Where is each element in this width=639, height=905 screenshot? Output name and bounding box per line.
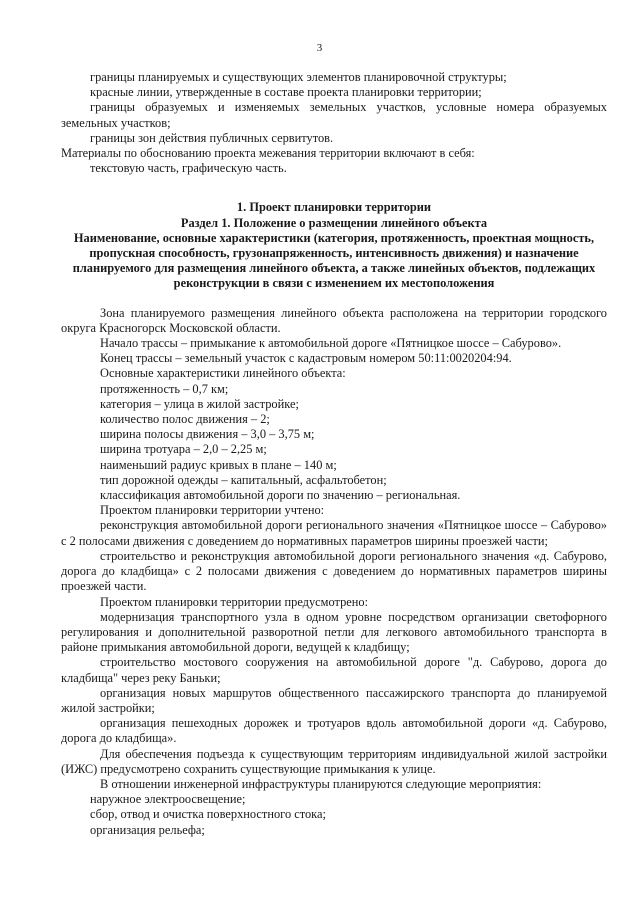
- section-title: Раздел 1. Положение о размещении линейного объекта: [180, 215, 488, 230]
- list-item: количество полос движения – 2;: [100, 412, 270, 427]
- intro-paragraph: Материалы по обоснованию проекта межевания территории включают в себя:: [61, 146, 475, 161]
- body-paragraph: Конец трассы – земельный участок с кадастровым номером 50:11:0020204:94.: [100, 351, 512, 366]
- list-item: организация рельефа;: [90, 822, 205, 837]
- section-headings: [61, 200, 607, 291]
- body-paragraph: Начало трассы – примыкание к автомобильной дороге «Пятницкое шоссе – Сабурово».: [100, 336, 562, 351]
- body-paragraph: В отношении инженерной инфраструктуры планируются следующие мероприятия:: [100, 776, 542, 791]
- list-item: наружное электроосвещение;: [90, 792, 246, 807]
- list-item: сбор, отвод и очистка поверхностного стока;: [90, 807, 326, 822]
- intro-paragraph: границы образуемых и изменяемых земельных участков, условные номера образуемых земельных участков;: [61, 100, 607, 130]
- body-paragraph: Основные характеристики линейного объекта:: [100, 366, 346, 381]
- intro-section: [61, 70, 607, 176]
- list-item: ширина полосы движения – 3,0 – 3,75 м;: [100, 427, 315, 442]
- body-paragraph: строительство и реконструкция автомобильной дороги регионального значения «д. Сабурово, дорога до кладбища» с 2 полосами движения с доведением до нормативных параметров ширины проезжей части.: [61, 548, 607, 594]
- body-paragraph: реконструкция автомобильной дороги регионального значения «Пятницкое шоссе – Сабурово» с 2 полосами движения с доведением до нормативных параметров ширины проезжей части;: [61, 518, 607, 548]
- body-paragraph: строительство мостового сооружения на автомобильной дороге "д. Сабурово, дорога до кладбища" через реку Баньки;: [61, 655, 607, 685]
- chapter-title: 1. Проект планировки территории: [236, 200, 432, 215]
- subsection-title: Наименование, основные характеристики (категория, протяженность, проектная мощность, пропускная способность, грузонапряженность, интенсивность движения) и назначение планируемого для размещения линейного объекта, а также линейных объектов, подлежащих реконструкции в связи с изменением их местоположения: [72, 230, 596, 291]
- body-paragraph: Проектом планировки территории предусмотрено:: [100, 594, 369, 609]
- body-paragraph: организация пешеходных дорожек и тротуаров вдоль автомобильной дороги «д. Сабурово, дорога до кладбища».: [61, 716, 607, 746]
- body-paragraph: Зона планируемого размещения линейного объекта расположена на территории городского округа Красногорск Московской области.: [61, 305, 607, 335]
- list-item: ширина тротуара – 2,0 – 2,25 м;: [100, 442, 267, 457]
- body-paragraph: модернизация транспортного узла в одном уровне посредством организации светофорного регулирования и дополнительной разворотной петли для легкового автомобильного транспорта в районе примыкания автомобильной дороги, ведущей к кладбищу;: [61, 609, 607, 655]
- body-paragraph: Проектом планировки территории учтено:: [100, 503, 325, 518]
- intro-paragraph: границы планируемых и существующих элементов планировочной структуры;: [90, 70, 507, 84]
- list-item: наименьший радиус кривых в плане – 140 м;: [100, 457, 337, 472]
- list-item: категория – улица в жилой застройке;: [100, 396, 299, 411]
- body-paragraph: Для обеспечения подъезда к существующим территориям индивидуальной жилой застройки (ИЖС) предусмотрено сохранить существующие примыкания к улице.: [61, 746, 607, 776]
- page-number: 3: [316, 42, 323, 54]
- list-item: тип дорожной одежды – капитальный, асфальтобетон;: [100, 472, 387, 487]
- intro-paragraph: красные линии, утвержденные в составе проекта планировки территории;: [90, 85, 482, 100]
- list-item: классификация автомобильной дороги по значению – региональная.: [100, 488, 461, 503]
- intro-paragraph: текстовую часть, графическую часть.: [90, 161, 287, 176]
- document-body: [61, 70, 607, 838]
- body-paragraph: организация новых маршрутов общественного пассажирского транспорта до планируемой жилой застройки;: [61, 685, 607, 715]
- intro-paragraph: границы зон действия публичных сервитутов.: [90, 130, 334, 145]
- list-item: протяженность – 0,7 км;: [100, 381, 229, 396]
- main-section: [61, 306, 607, 838]
